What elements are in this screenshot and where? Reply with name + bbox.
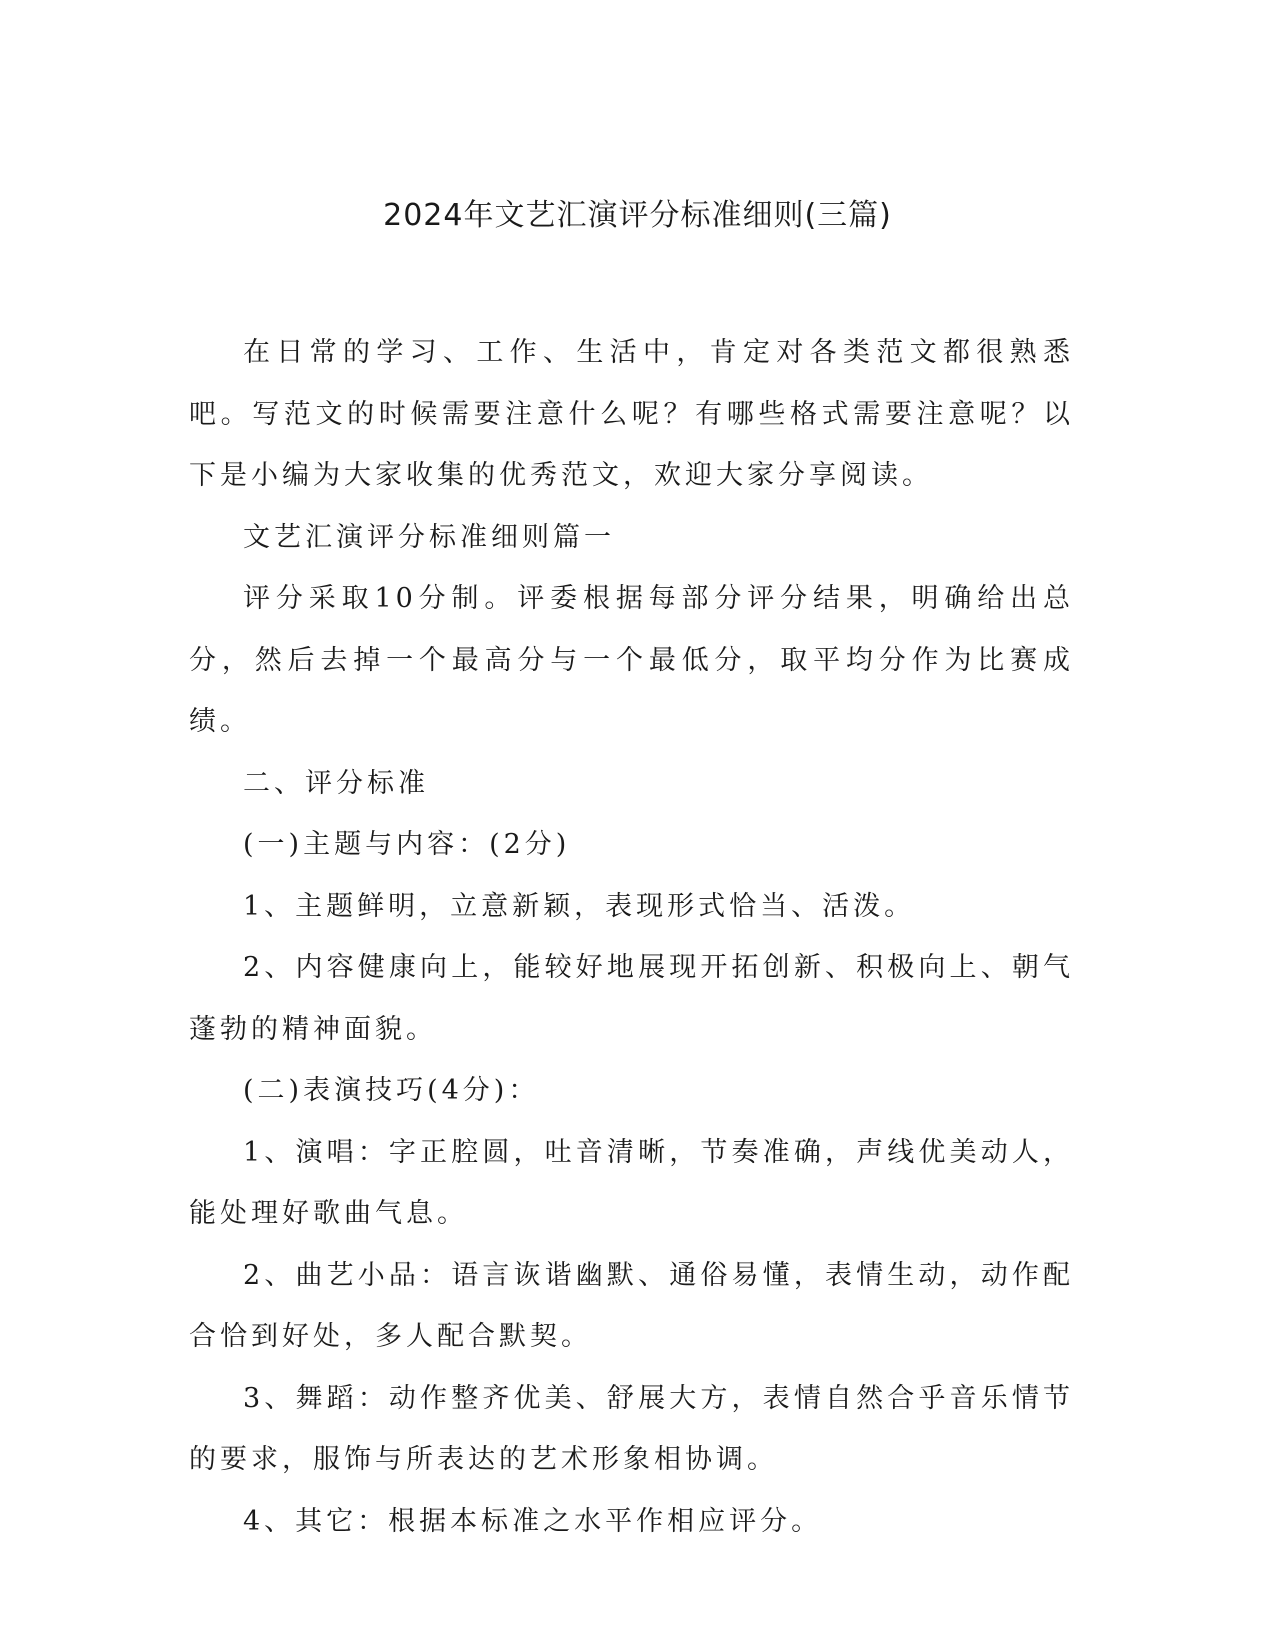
paragraph-skills-singing: 1、演唱：字正腔圆，吐音清晰，节奏准确，声线优美动人，能处理好歌曲气息。	[189, 1136, 1074, 1229]
document-body	[189, 322, 1074, 1552]
paragraph-skills-dance: 3、舞蹈：动作整齐优美、舒展大方，表情自然合乎音乐情节的要求，服饰与所表达的艺术形象相协调。	[189, 1382, 1074, 1475]
paragraph-skills-heading: (二)表演技巧(4分)：	[243, 1075, 540, 1106]
paragraph-skills-quyi: 2、曲艺小品：语言诙谐幽默、通俗易懂，表情生动，动作配合恰到好处，多人配合默契。	[189, 1259, 1074, 1352]
paragraph-theme-item-2: 2、内容健康向上，能较好地展现开拓创新、积极向上、朝气蓬勃的精神面貌。	[189, 952, 1074, 1045]
paragraph-section-heading: 文艺汇演评分标准细则篇一	[243, 521, 615, 553]
paragraph-intro: 在日常的学习、工作、生活中，肯定对各类范文都很熟悉吧。写范文的时候需要注意什么呢？有哪些格式需要注意呢？以下是小编为大家收集的优秀范文，欢迎大家分享阅读。	[189, 337, 1074, 491]
paragraph-scoring-method: 评分采取10分制。评委根据每部分评分结果，明确给出总分，然后去掉一个最高分与一个最低分，取平均分作为比赛成绩。	[189, 583, 1074, 737]
paragraph-theme-item-1: 1、主题鲜明，立意新颖，表现形式恰当、活泼。	[243, 890, 916, 922]
document-title: 2024年文艺汇演评分标准细则(三篇)	[383, 198, 892, 233]
paragraph-theme-content-heading: (一)主题与内容：(2分)	[243, 829, 571, 860]
paragraph-skills-other: 4、其它：根据本标准之水平作相应评分。	[243, 1505, 823, 1537]
paragraph-criteria-heading: 二、评分标准	[243, 767, 429, 799]
